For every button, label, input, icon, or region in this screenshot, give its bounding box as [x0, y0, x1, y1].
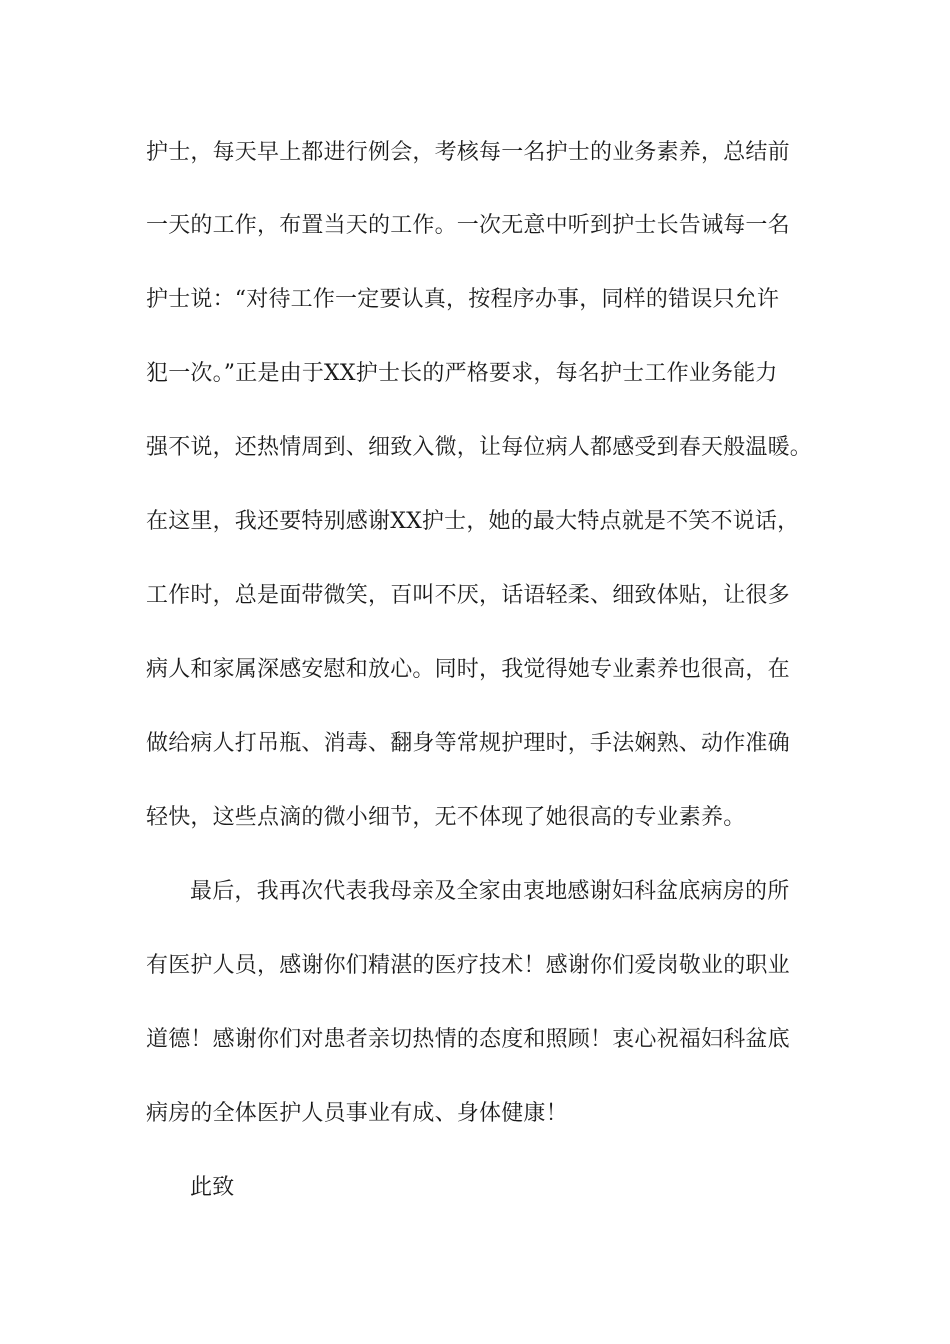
text-line: 强不说，还热情周到、细致入微，让每位病人都感受到春天般温暖。 [146, 435, 813, 460]
text-line: 轻快，这些点滴的微小细节，无不体现了她很高的专业素养。 [146, 805, 746, 830]
text-line: 病人和家属深感安慰和放心。同时，我觉得她专业素养也很高，在 [146, 657, 790, 682]
text-line: 护士说：“对待工作一定要认真，按程序办事，同样的错误只允许 [146, 287, 780, 312]
text-line: 护士，每天早上都进行例会，考核每一名护士的业务素养，总结前 [146, 140, 790, 165]
text-line: 工作时，总是面带微笑，百叫不厌，话语轻柔、细致体贴，让很多 [146, 583, 790, 608]
text-line: 犯一次。”正是由于XX护士长的严格要求，每名护士工作业务能力 [146, 361, 778, 386]
text-line: 做给病人打吊瓶、消毒、翻身等常规护理时，手法娴熟、动作准确 [146, 731, 790, 756]
text-line: 在这里，我还要特别感谢XX护士，她的最大特点就是不笑不说话， [146, 509, 800, 534]
text-line: 道德！感谢你们对患者亲切热情的态度和照顾！衷心祝福妇科盆底 [146, 1027, 790, 1052]
closing-salutation: 此致 [190, 1175, 235, 1200]
text-line: 病房的全体医护人员事业有成、身体健康！ [146, 1101, 568, 1126]
paragraph-first-line: 最后，我再次代表我母亲及全家由衷地感谢妇科盆底病房的所 [190, 879, 790, 904]
text-line: 一天的工作，布置当天的工作。一次无意中听到护士长告诫每一名 [146, 213, 790, 238]
text-line: 有医护人员，感谢你们精湛的医疗技术！感谢你们爱岗敬业的职业 [146, 953, 790, 978]
